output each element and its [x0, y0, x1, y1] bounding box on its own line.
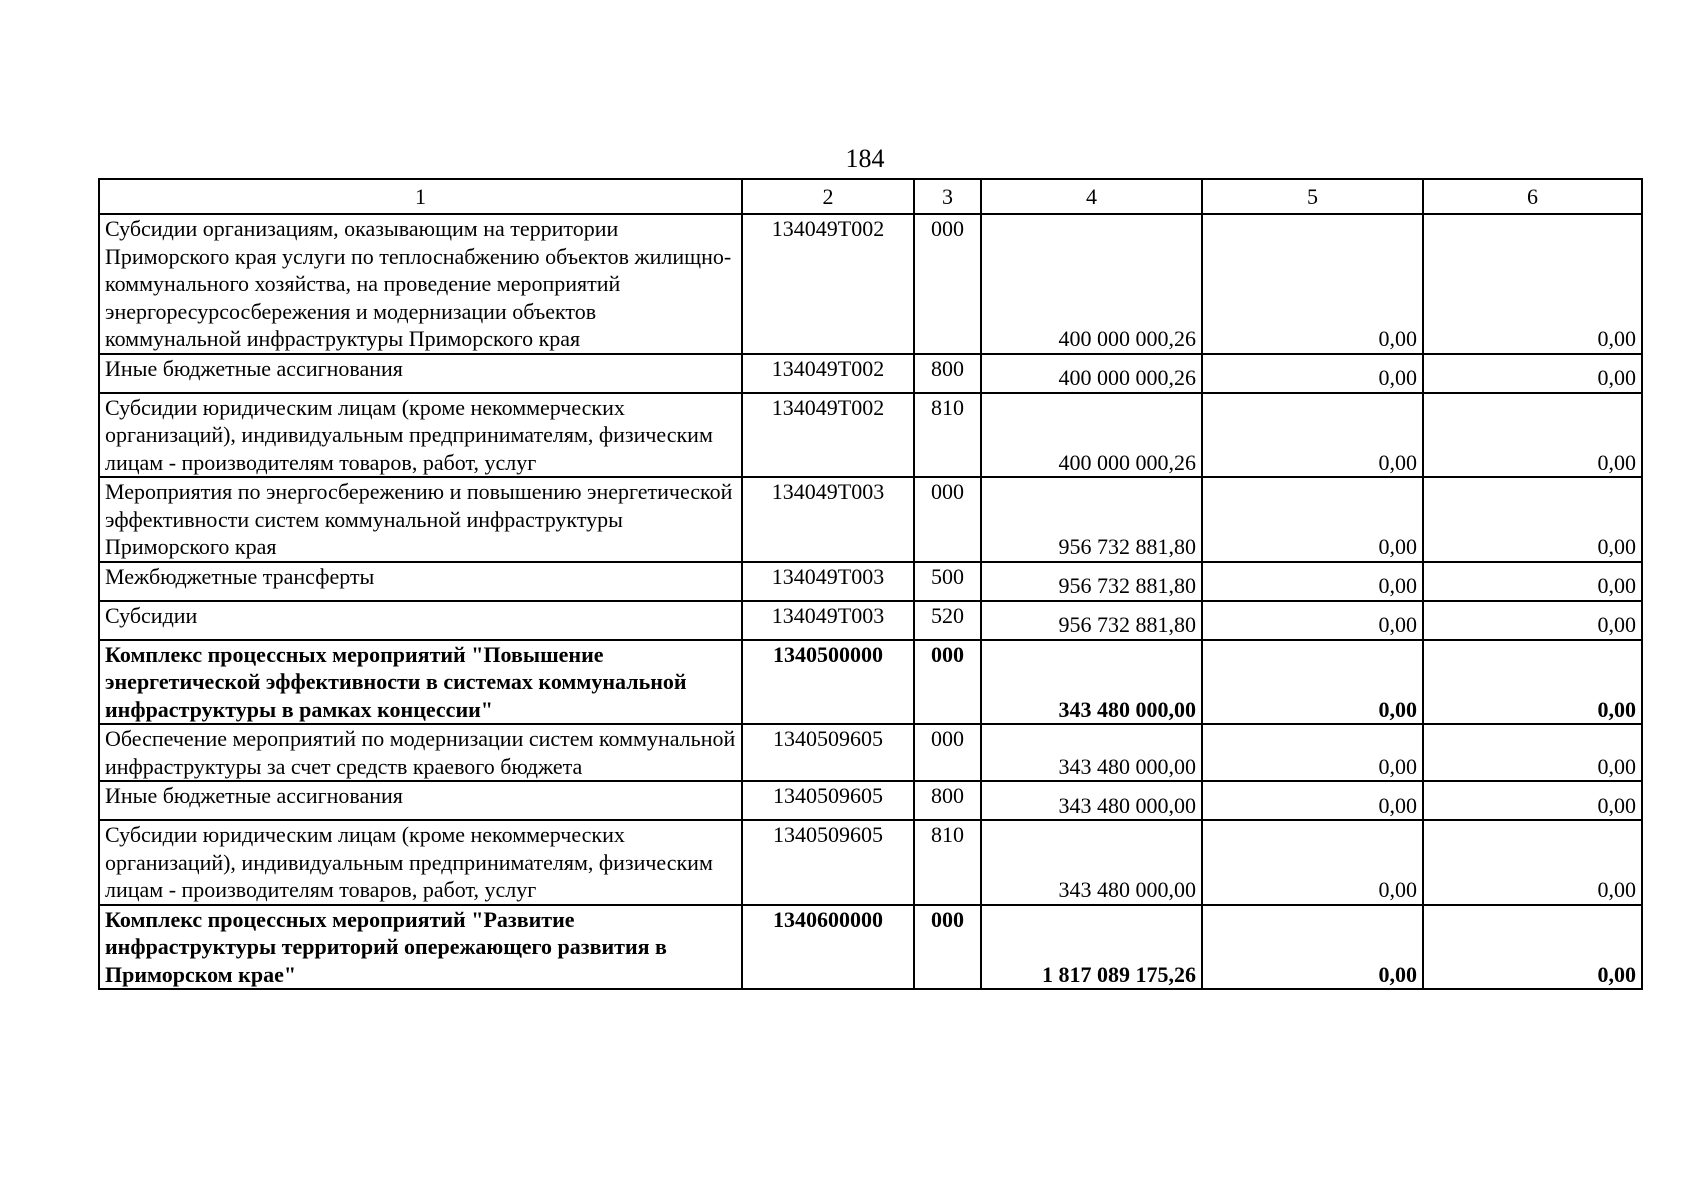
target-code: 1340600000 — [742, 905, 914, 990]
target-code: 134049Т002 — [742, 354, 914, 393]
target-code: 1340509605 — [742, 724, 914, 781]
amount-year-2: 0,00 — [1202, 724, 1423, 781]
table-row — [99, 393, 1642, 478]
amount-year-1: 956 732 881,80 — [981, 601, 1202, 640]
column-header-3: 3 — [914, 179, 981, 214]
amount-year-2: 0,00 — [1202, 781, 1423, 820]
budget-table — [98, 178, 1643, 990]
amount-year-2: 0,00 — [1202, 601, 1423, 640]
column-header-5: 5 — [1202, 179, 1423, 214]
row-name: Иные бюджетные ассигнования — [99, 781, 742, 820]
table-row — [99, 214, 1642, 354]
amount-year-3: 0,00 — [1423, 562, 1642, 601]
amount-year-2: 0,00 — [1202, 477, 1423, 562]
expense-type-code: 000 — [914, 640, 981, 725]
amount-year-1: 343 480 000,00 — [981, 820, 1202, 905]
row-name: Субсидии организациям, оказывающим на территории Приморского края услуги по теплоснабжению объектов жилищно-коммунального хозяйства, на проведение мероприятий энергоресурсосбережения и модернизации объектов коммунальной инфраструктуры Приморского края — [99, 214, 742, 354]
target-code: 134049Т003 — [742, 601, 914, 640]
expense-type-code: 810 — [914, 820, 981, 905]
amount-year-1: 956 732 881,80 — [981, 562, 1202, 601]
row-name: Иные бюджетные ассигнования — [99, 354, 742, 393]
table-row — [99, 601, 1642, 640]
amount-year-1: 1 817 089 175,26 — [981, 905, 1202, 990]
amount-year-3: 0,00 — [1423, 214, 1642, 354]
expense-type-code: 500 — [914, 562, 981, 601]
row-name: Комплекс процессных мероприятий "Развитие инфраструктуры территорий опережающего развития в Приморском крае" — [99, 905, 742, 990]
page-number: 184 — [845, 144, 885, 173]
amount-year-1: 343 480 000,00 — [981, 640, 1202, 725]
expense-type-code: 000 — [914, 477, 981, 562]
expense-type-code: 000 — [914, 214, 981, 354]
amount-year-3: 0,00 — [1423, 905, 1642, 990]
target-code: 134049Т003 — [742, 477, 914, 562]
target-code: 134049Т002 — [742, 214, 914, 354]
amount-year-2: 0,00 — [1202, 562, 1423, 601]
amount-year-3: 0,00 — [1423, 354, 1642, 393]
amount-year-2: 0,00 — [1202, 640, 1423, 725]
amount-year-1: 400 000 000,26 — [981, 393, 1202, 478]
amount-year-3: 0,00 — [1423, 820, 1642, 905]
amount-year-2: 0,00 — [1202, 820, 1423, 905]
amount-year-2: 0,00 — [1202, 354, 1423, 393]
row-name: Комплекс процессных мероприятий "Повышение энергетической эффективности в системах коммунальной инфраструктуры в рамках концессии" — [99, 640, 742, 725]
expense-type-code: 000 — [914, 724, 981, 781]
amount-year-1: 956 732 881,80 — [981, 477, 1202, 562]
table-row — [99, 905, 1642, 990]
table-row — [99, 820, 1642, 905]
expense-type-code: 520 — [914, 601, 981, 640]
header-row — [99, 179, 1642, 214]
table-row — [99, 562, 1642, 601]
target-code: 134049Т002 — [742, 393, 914, 478]
target-code: 134049Т003 — [742, 562, 914, 601]
amount-year-3: 0,00 — [1423, 601, 1642, 640]
expense-type-code: 810 — [914, 393, 981, 478]
amount-year-3: 0,00 — [1423, 393, 1642, 478]
amount-year-1: 400 000 000,26 — [981, 214, 1202, 354]
target-code: 1340509605 — [742, 820, 914, 905]
amount-year-3: 0,00 — [1423, 781, 1642, 820]
amount-year-1: 343 480 000,00 — [981, 724, 1202, 781]
amount-year-1: 400 000 000,26 — [981, 354, 1202, 393]
row-name: Субсидии юридическим лицам (кроме некоммерческих организаций), индивидуальным предпринимателям, физическим лицам - производителям товаров, работ, услуг — [99, 820, 742, 905]
table-row — [99, 640, 1642, 725]
row-name: Межбюджетные трансферты — [99, 562, 742, 601]
amount-year-3: 0,00 — [1423, 724, 1642, 781]
column-header-1: 1 — [99, 179, 742, 214]
column-header-6: 6 — [1423, 179, 1642, 214]
amount-year-1: 343 480 000,00 — [981, 781, 1202, 820]
expense-type-code: 000 — [914, 905, 981, 990]
amount-year-2: 0,00 — [1202, 214, 1423, 354]
row-name: Обеспечение мероприятий по модернизации систем коммунальной инфраструктуры за счет средств краевого бюджета — [99, 724, 742, 781]
row-name: Субсидии — [99, 601, 742, 640]
table-row — [99, 724, 1642, 781]
target-code: 1340500000 — [742, 640, 914, 725]
column-header-4: 4 — [981, 179, 1202, 214]
row-name: Мероприятия по энергосбережению и повышению энергетической эффективности систем коммунальной инфраструктуры Приморского края — [99, 477, 742, 562]
expense-type-code: 800 — [914, 354, 981, 393]
column-header-2: 2 — [742, 179, 914, 214]
table-row — [99, 477, 1642, 562]
expense-type-code: 800 — [914, 781, 981, 820]
amount-year-3: 0,00 — [1423, 477, 1642, 562]
amount-year-2: 0,00 — [1202, 905, 1423, 990]
row-name: Субсидии юридическим лицам (кроме некоммерческих организаций), индивидуальным предпринимателям, физическим лицам - производителям товаров, работ, услуг — [99, 393, 742, 478]
amount-year-2: 0,00 — [1202, 393, 1423, 478]
table-row — [99, 781, 1642, 820]
amount-year-3: 0,00 — [1423, 640, 1642, 725]
target-code: 1340509605 — [742, 781, 914, 820]
table-row — [99, 354, 1642, 393]
